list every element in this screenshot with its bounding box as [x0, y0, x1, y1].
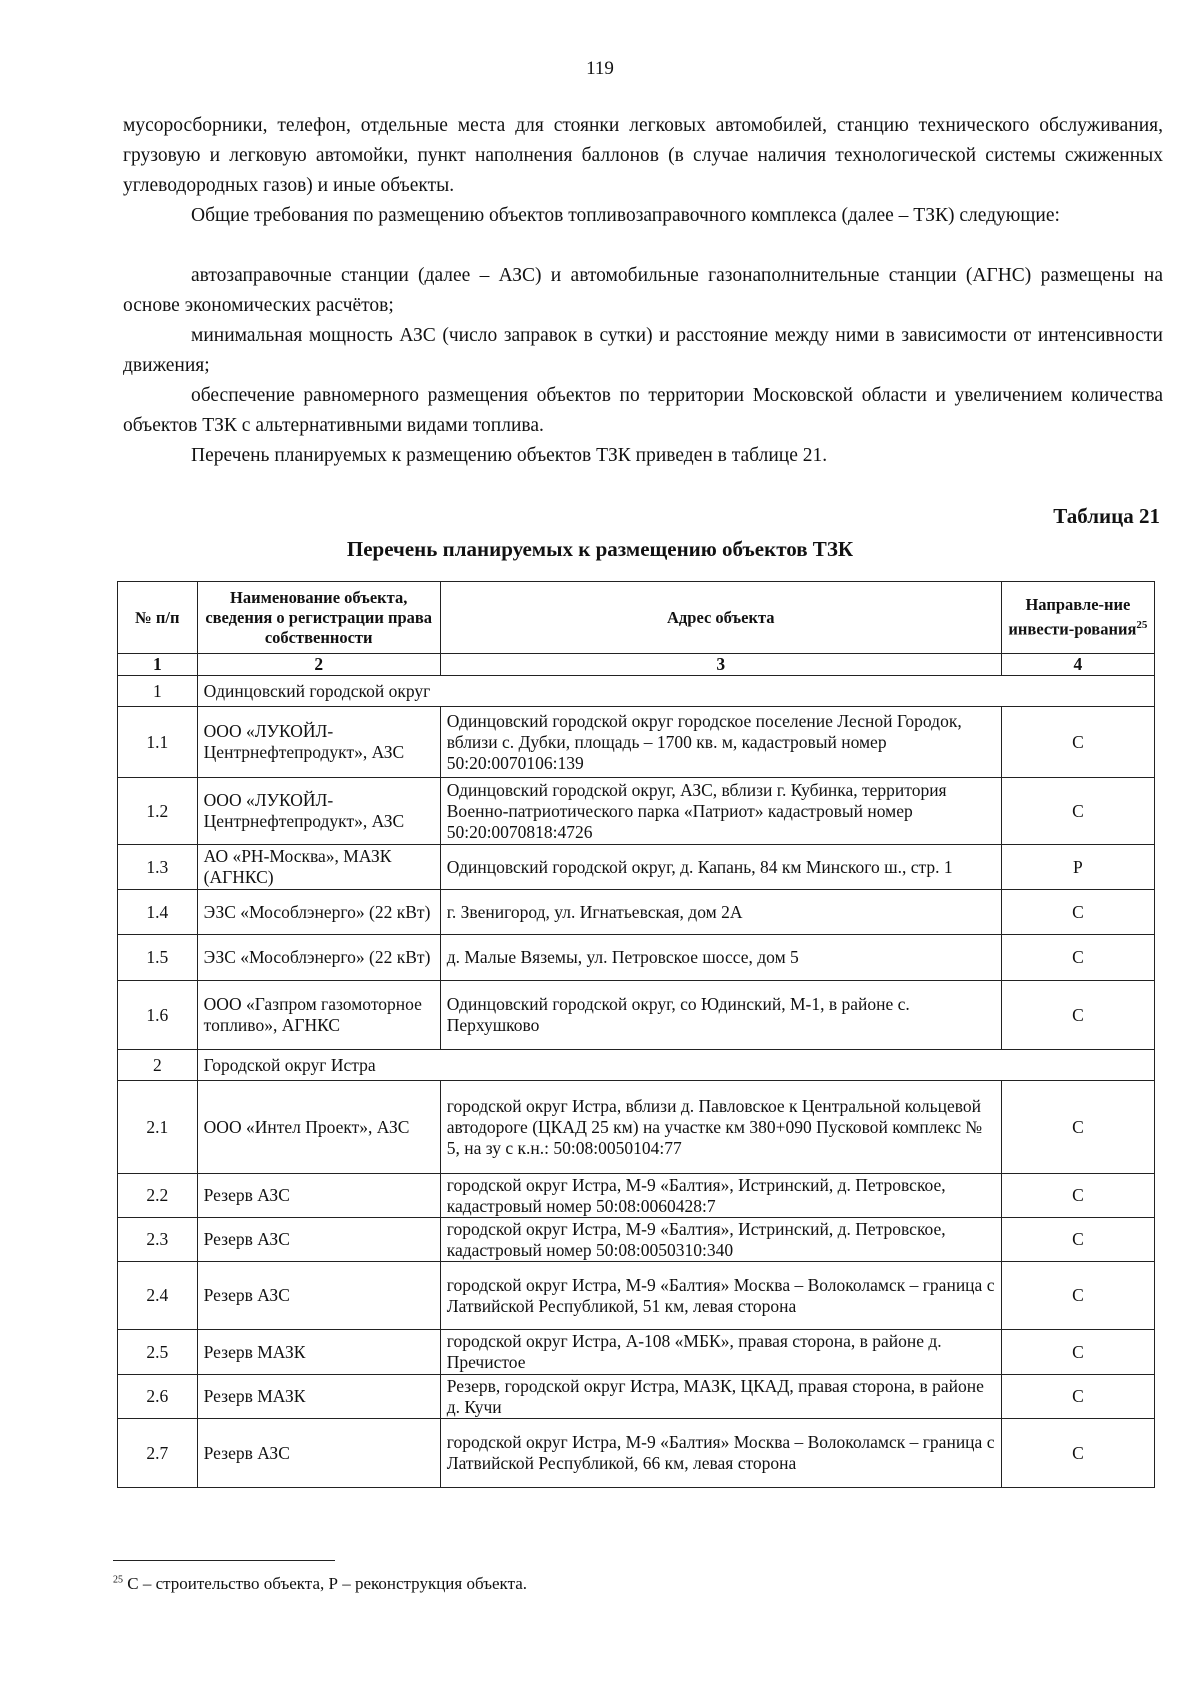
- table-row: [118, 1262, 1155, 1330]
- row-address: Одинцовский городской округ, д. Капань, 84 км Минского ш., стр. 1: [440, 845, 1001, 890]
- row-name: ООО «ЛУКОЙЛ-Центрнефтепродукт», АЗС: [197, 778, 440, 845]
- row-direction: С: [1001, 1174, 1154, 1218]
- row-name: Резерв АЗС: [197, 1262, 440, 1330]
- table-row: [118, 890, 1155, 935]
- row-direction: С: [1001, 981, 1154, 1050]
- table-header-row: [118, 582, 1155, 654]
- row-num: 1.3: [118, 845, 198, 890]
- row-address: городской округ Истра, А-108 «МБК», правая сторона, в районе д. Пречистое: [440, 1330, 1001, 1375]
- row-num: 2.7: [118, 1419, 198, 1488]
- row-direction: С: [1001, 1262, 1154, 1330]
- row-num: 2.5: [118, 1330, 198, 1375]
- row-address: Резерв, городской округ Истра, МАЗК, ЦКАД, правая сторона, в районе д. Кучи: [440, 1375, 1001, 1419]
- row-direction: С: [1001, 890, 1154, 935]
- table-row: [118, 707, 1155, 778]
- row-num: 1.5: [118, 935, 198, 981]
- paragraph-2: Общие требования по размещению объектов топливозаправочного комплекса (далее – ТЗК) следующие:: [191, 205, 1060, 226]
- footnote: [113, 1574, 527, 1594]
- header-direction: [1001, 582, 1154, 654]
- section-row: [118, 676, 1155, 707]
- column-number: 4: [1001, 654, 1154, 676]
- row-name: Резерв МАЗК: [197, 1330, 440, 1375]
- row-address: городской округ Истра, М-9 «Балтия» Москва – Волоколамск – граница с Латвийской Республикой, 51 км, левая сторона: [440, 1262, 1001, 1330]
- row-num: 1.2: [118, 778, 198, 845]
- table-row: [118, 1218, 1155, 1262]
- table-row: [118, 1174, 1155, 1218]
- row-direction: С: [1001, 1375, 1154, 1419]
- row-address: д. Малые Вяземы, ул. Петровское шоссе, дом 5: [440, 935, 1001, 981]
- row-num: 1.4: [118, 890, 198, 935]
- row-address: городской округ Истра, М-9 «Балтия», Истринский, д. Петровское, кадастровый номер 50:08:0050310:340: [440, 1218, 1001, 1262]
- table-row: [118, 1375, 1155, 1419]
- table-caption: Таблица 21: [1053, 504, 1160, 528]
- table-body: [118, 676, 1155, 1488]
- table-title: Перечень планируемых к размещению объектов ТЗК: [346, 537, 854, 561]
- row-address: Одинцовский городской округ, со Юдинский, М-1, в районе с. Перхушково: [440, 981, 1001, 1050]
- column-number-row: [118, 654, 1155, 676]
- row-direction: С: [1001, 1419, 1154, 1488]
- table-row: [118, 778, 1155, 845]
- column-number: 1: [118, 654, 198, 676]
- footnote-text: С – строительство объекта, Р – реконструкция объекта.: [123, 1574, 527, 1593]
- row-name: Резерв АЗС: [197, 1218, 440, 1262]
- row-name: ООО «ЛУКОЙЛ-Центрнефтепродукт», АЗС: [197, 707, 440, 778]
- page-number: 119: [586, 58, 614, 79]
- row-address: Одинцовский городской округ, АЗС, вблизи г. Кубинка, территория Военно-патриотического парка «Патриот» кадастровый номер 50:20:0070818:4726: [440, 778, 1001, 845]
- table-row: [118, 981, 1155, 1050]
- row-name: ЭЗС «Мособлэнерго» (22 кВт): [197, 935, 440, 981]
- header-address: Адрес объекта: [440, 582, 1001, 654]
- footnote-divider: [113, 1560, 335, 1561]
- paragraph-4: минимальная мощность АЗС (число заправок в сутки) и расстояние между ними в зависимости от интенсивности движения;: [123, 325, 1163, 376]
- row-name: Резерв МАЗК: [197, 1375, 440, 1419]
- paragraph-1: мусоросборники, телефон, отдельные места для стоянки легковых автомобилей, станцию технического обслуживания, грузовую и легковую автомойки, пункт наполнения баллонов (в случае наличия технологической системы сжиженных углеводородных газов) и иные объекты.: [123, 115, 1163, 196]
- paragraph-6: Перечень планируемых к размещению объектов ТЗК приведен в таблице 21.: [191, 445, 828, 466]
- table-row: [118, 845, 1155, 890]
- column-number: 2: [197, 654, 440, 676]
- tzk-table: [117, 581, 1155, 1488]
- row-name: ЭЗС «Мособлэнерго» (22 кВт): [197, 890, 440, 935]
- row-num: 2.4: [118, 1262, 198, 1330]
- section-title: Городской округ Истра: [197, 1050, 1154, 1081]
- row-num: 2.6: [118, 1375, 198, 1419]
- row-name: ООО «Газпром газомоторное топливо», АГНКС: [197, 981, 440, 1050]
- row-direction: С: [1001, 707, 1154, 778]
- header-num: № п/п: [118, 582, 198, 654]
- row-address: г. Звенигород, ул. Игнатьевская, дом 2А: [440, 890, 1001, 935]
- section-num: 1: [118, 676, 198, 707]
- table-row: [118, 1419, 1155, 1488]
- table-row: [118, 1081, 1155, 1174]
- section-num: 2: [118, 1050, 198, 1081]
- row-direction: Р: [1001, 845, 1154, 890]
- table-row: [118, 935, 1155, 981]
- footnote-mark: 25: [113, 1574, 123, 1586]
- paragraph-5: обеспечение равномерного размещения объектов по территории Московской области и увеличением количества объектов ТЗК с альтернативными видами топлива.: [123, 385, 1163, 436]
- row-direction: С: [1001, 935, 1154, 981]
- row-direction: С: [1001, 1218, 1154, 1262]
- row-num: 2.2: [118, 1174, 198, 1218]
- row-num: 2.3: [118, 1218, 198, 1262]
- header-name: Наименование объекта, сведения о регистрации права собственности: [197, 582, 440, 654]
- column-number: 3: [440, 654, 1001, 676]
- row-direction: С: [1001, 778, 1154, 845]
- row-num: 1.1: [118, 707, 198, 778]
- row-address: городской округ Истра, М-9 «Балтия», Истринский, д. Петровское, кадастровый номер 50:08:0060428:7: [440, 1174, 1001, 1218]
- row-direction: С: [1001, 1330, 1154, 1375]
- row-address: городской округ Истра, вблизи д. Павловское к Центральной кольцевой автодороге (ЦКАД 25 км) на участке км 380+090 Пусковой комплекс № 5, на зу с к.н.: 50:08:0050104:77: [440, 1081, 1001, 1174]
- paragraph-3: автозаправочные станции (далее – АЗС) и автомобильные газонаполнительные станции (АГНС) размещены на основе экономических расчётов;: [123, 265, 1163, 316]
- row-address: городской округ Истра, М-9 «Балтия» Москва – Волоколамск – граница с Латвийской Республикой, 66 км, левая сторона: [440, 1419, 1001, 1488]
- header-direction-label: Направле-ние инвести-рования: [1008, 595, 1137, 639]
- footnote-ref: 25: [1136, 619, 1148, 632]
- section-row: [118, 1050, 1155, 1081]
- row-num: 2.1: [118, 1081, 198, 1174]
- section-title: Одинцовский городской округ: [197, 676, 1154, 707]
- row-name: Резерв АЗС: [197, 1419, 440, 1488]
- row-address: Одинцовский городской округ городское поселение Лесной Городок, вблизи с. Дубки, площадь – 1700 кв. м, кадастровый номер 50:20:0070106:139: [440, 707, 1001, 778]
- row-direction: С: [1001, 1081, 1154, 1174]
- table-row: [118, 1330, 1155, 1375]
- row-name: АО «РН-Москва», МАЗК (АГНКС): [197, 845, 440, 890]
- row-name: Резерв АЗС: [197, 1174, 440, 1218]
- row-num: 1.6: [118, 981, 198, 1050]
- row-name: ООО «Интел Проект», АЗС: [197, 1081, 440, 1174]
